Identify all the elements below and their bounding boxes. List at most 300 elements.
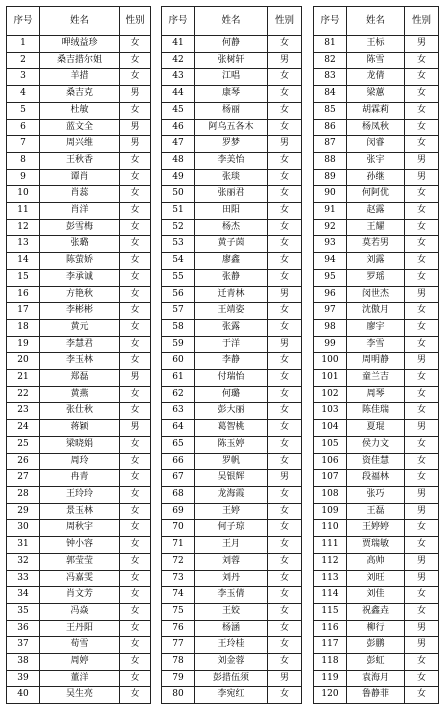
- cell-number: 40: [7, 687, 40, 704]
- cell-name: 夏琨: [347, 420, 405, 437]
- cell-name: 梁晓娟: [40, 436, 120, 453]
- cell-number: 91: [314, 203, 347, 220]
- cell-name: 王玲桂: [195, 637, 268, 654]
- cell-name: 王婷: [195, 503, 268, 520]
- table-row: [314, 286, 439, 303]
- cell-gender: 女: [268, 269, 302, 286]
- cell-gender: 女: [268, 386, 302, 403]
- cell-gender: 男: [268, 286, 302, 303]
- cell-gender: 女: [268, 102, 302, 119]
- cell-name: 彭鹏: [347, 637, 405, 654]
- cell-name: 王玲玲: [40, 486, 120, 503]
- table-row: [162, 286, 302, 303]
- table-row: [7, 36, 151, 53]
- table-row: [162, 470, 302, 487]
- cell-gender: 男: [405, 570, 439, 587]
- cell-name: 何阿优: [347, 186, 405, 203]
- cell-number: 93: [314, 236, 347, 253]
- cell-name: 何子琼: [195, 520, 268, 537]
- cell-gender: 女: [120, 253, 151, 270]
- cell-gender: 女: [268, 152, 302, 169]
- table-row: [162, 119, 302, 136]
- header-number: 序号: [7, 7, 40, 36]
- cell-gender: 女: [120, 570, 151, 587]
- cell-name: 蓝文全: [40, 119, 120, 136]
- table-row: [162, 453, 302, 470]
- cell-gender: 女: [405, 119, 439, 136]
- table-row: [7, 520, 151, 537]
- table-row: [7, 453, 151, 470]
- table-row: [162, 420, 302, 437]
- cell-number: 58: [162, 319, 195, 336]
- roster-table-2: [161, 6, 302, 704]
- table-row: [314, 687, 439, 704]
- table-row: [7, 537, 151, 554]
- cell-name: 杨凤秋: [347, 119, 405, 136]
- cell-number: 120: [314, 687, 347, 704]
- cell-gender: 女: [120, 436, 151, 453]
- table-row: [7, 119, 151, 136]
- cell-number: 80: [162, 687, 195, 704]
- cell-name: 黄元: [40, 319, 120, 336]
- cell-name: 肖蕊: [40, 186, 120, 203]
- table-row: [314, 570, 439, 587]
- cell-number: 22: [7, 386, 40, 403]
- cell-name: 张树轩: [195, 52, 268, 69]
- cell-number: 15: [7, 269, 40, 286]
- cell-gender: 女: [268, 253, 302, 270]
- cell-name: 冯焱: [40, 603, 120, 620]
- cell-gender: 男: [268, 470, 302, 487]
- cell-number: 53: [162, 236, 195, 253]
- table-row: [7, 386, 151, 403]
- cell-gender: 男: [405, 420, 439, 437]
- cell-gender: 男: [120, 86, 151, 103]
- cell-name: 王耀: [347, 219, 405, 236]
- cell-number: 98: [314, 319, 347, 336]
- cell-gender: 女: [120, 553, 151, 570]
- table-row: [7, 420, 151, 437]
- cell-gender: 女: [268, 587, 302, 604]
- cell-number: 1: [7, 36, 40, 53]
- cell-name: 杨丽: [195, 102, 268, 119]
- cell-name: 柳行: [347, 620, 405, 637]
- cell-name: 王姣: [195, 603, 268, 620]
- table-row: [314, 503, 439, 520]
- cell-name: 彭雪梅: [40, 219, 120, 236]
- cell-number: 24: [7, 420, 40, 437]
- cell-gender: 男: [405, 353, 439, 370]
- table-row: [314, 152, 439, 169]
- cell-gender: 女: [120, 186, 151, 203]
- cell-gender: 女: [120, 587, 151, 604]
- cell-number: 83: [314, 69, 347, 86]
- cell-name: 陈雪: [347, 52, 405, 69]
- cell-number: 8: [7, 152, 40, 169]
- cell-name: 王秋香: [40, 152, 120, 169]
- table-row: [162, 269, 302, 286]
- cell-gender: 女: [405, 102, 439, 119]
- table-row: [314, 537, 439, 554]
- cell-number: 96: [314, 286, 347, 303]
- cell-name: 张丽君: [195, 186, 268, 203]
- table-row: [162, 537, 302, 554]
- cell-name: 罗帆: [195, 453, 268, 470]
- cell-name: 贾瑞敏: [347, 537, 405, 554]
- table-row: [7, 403, 151, 420]
- cell-gender: 男: [405, 36, 439, 53]
- cell-gender: 女: [405, 537, 439, 554]
- cell-gender: 女: [268, 570, 302, 587]
- cell-gender: 女: [268, 603, 302, 620]
- table-row: [162, 169, 302, 186]
- cell-number: 103: [314, 403, 347, 420]
- table-row: [7, 470, 151, 487]
- cell-name: 李玉林: [40, 353, 120, 370]
- cell-name: 王婷婷: [347, 520, 405, 537]
- cell-name: 杨涵: [195, 620, 268, 637]
- cell-name: 刘金蓉: [195, 654, 268, 671]
- cell-name: 周琴: [347, 386, 405, 403]
- cell-name: 迁青林: [195, 286, 268, 303]
- table-row: [7, 86, 151, 103]
- cell-name: 刘丹: [195, 570, 268, 587]
- cell-number: 113: [314, 570, 347, 587]
- table-row: [7, 303, 151, 320]
- cell-gender: 女: [268, 654, 302, 671]
- table-row: [162, 253, 302, 270]
- cell-name: 杜敏: [40, 102, 120, 119]
- cell-gender: 女: [120, 453, 151, 470]
- cell-number: 106: [314, 453, 347, 470]
- cell-number: 71: [162, 537, 195, 554]
- cell-name: 祝鑫垚: [347, 603, 405, 620]
- cell-name: 蒋颖: [40, 420, 120, 437]
- cell-gender: 女: [405, 470, 439, 487]
- cell-name: 黄子茵: [195, 236, 268, 253]
- cell-number: 38: [7, 654, 40, 671]
- table-row: [7, 169, 151, 186]
- table-row: [314, 353, 439, 370]
- cell-gender: 女: [268, 119, 302, 136]
- cell-number: 35: [7, 603, 40, 620]
- table-row: [162, 687, 302, 704]
- table-row: [7, 286, 151, 303]
- cell-gender: 女: [405, 336, 439, 353]
- cell-gender: 男: [120, 370, 151, 387]
- cell-name: 梁蕙: [347, 86, 405, 103]
- table-row: [314, 403, 439, 420]
- table-row: [314, 186, 439, 203]
- cell-gender: 女: [120, 687, 151, 704]
- cell-gender: 女: [120, 520, 151, 537]
- cell-name: 段福林: [347, 470, 405, 487]
- cell-gender: 女: [405, 687, 439, 704]
- cell-name: 王靖姿: [195, 303, 268, 320]
- table-row: [162, 319, 302, 336]
- cell-number: 118: [314, 654, 347, 671]
- cell-name: 黄燕: [40, 386, 120, 403]
- table-row: [162, 486, 302, 503]
- table-row: [314, 336, 439, 353]
- cell-gender: 男: [405, 169, 439, 186]
- cell-gender: 女: [405, 203, 439, 220]
- cell-number: 110: [314, 520, 347, 537]
- cell-name: 鲁静菲: [347, 687, 405, 704]
- cell-number: 20: [7, 353, 40, 370]
- cell-number: 14: [7, 253, 40, 270]
- table-row: [162, 670, 302, 687]
- table-row: [7, 353, 151, 370]
- cell-name: 羊措: [40, 69, 120, 86]
- cell-name: 罗瑶: [347, 269, 405, 286]
- cell-name: 董洋: [40, 670, 120, 687]
- table-row: [314, 102, 439, 119]
- cell-gender: 女: [120, 353, 151, 370]
- cell-name: 沈傲月: [347, 303, 405, 320]
- cell-gender: 女: [120, 503, 151, 520]
- cell-gender: 女: [120, 286, 151, 303]
- cell-name: 呷绒益珍: [40, 36, 120, 53]
- cell-gender: 女: [405, 52, 439, 69]
- cell-gender: 男: [405, 152, 439, 169]
- cell-number: 21: [7, 370, 40, 387]
- table-row: [314, 236, 439, 253]
- cell-gender: 女: [405, 453, 439, 470]
- cell-gender: 女: [268, 303, 302, 320]
- cell-name: 刘露: [347, 253, 405, 270]
- cell-number: 33: [7, 570, 40, 587]
- cell-gender: 男: [268, 136, 302, 153]
- cell-gender: 男: [405, 503, 439, 520]
- cell-number: 73: [162, 570, 195, 587]
- cell-number: 109: [314, 503, 347, 520]
- table-row: [314, 654, 439, 671]
- cell-name: 郑磊: [40, 370, 120, 387]
- cell-gender: 女: [120, 236, 151, 253]
- cell-gender: 女: [120, 319, 151, 336]
- cell-number: 92: [314, 219, 347, 236]
- table-row: [7, 620, 151, 637]
- table-row: [314, 553, 439, 570]
- header-gender: 性别: [120, 7, 151, 36]
- header-name: 姓名: [347, 7, 405, 36]
- table-row: [7, 553, 151, 570]
- cell-name: 周明静: [347, 353, 405, 370]
- table-row: [314, 52, 439, 69]
- cell-number: 3: [7, 69, 40, 86]
- cell-name: 彭措伍须: [195, 670, 268, 687]
- table-row: [314, 319, 439, 336]
- cell-number: 112: [314, 553, 347, 570]
- cell-number: 27: [7, 470, 40, 487]
- cell-name: 葛智桃: [195, 420, 268, 437]
- table-row: [314, 370, 439, 387]
- cell-number: 50: [162, 186, 195, 203]
- cell-number: 44: [162, 86, 195, 103]
- cell-name: 廖鑫: [195, 253, 268, 270]
- table-row: [7, 637, 151, 654]
- table-row: [314, 169, 439, 186]
- cell-gender: 女: [120, 470, 151, 487]
- cell-name: 张仕秋: [40, 403, 120, 420]
- table-row: [162, 186, 302, 203]
- cell-gender: 男: [268, 52, 302, 69]
- cell-name: 李雪: [347, 336, 405, 353]
- table-row: [162, 303, 302, 320]
- cell-name: 莫若男: [347, 236, 405, 253]
- cell-name: 谭肖: [40, 169, 120, 186]
- table-row: [314, 470, 439, 487]
- cell-number: 7: [7, 136, 40, 153]
- cell-number: 45: [162, 102, 195, 119]
- table-row: [162, 102, 302, 119]
- cell-number: 25: [7, 436, 40, 453]
- cell-number: 101: [314, 370, 347, 387]
- cell-number: 88: [314, 152, 347, 169]
- cell-number: 95: [314, 269, 347, 286]
- cell-number: 117: [314, 637, 347, 654]
- cell-number: 31: [7, 537, 40, 554]
- cell-gender: 女: [268, 537, 302, 554]
- cell-gender: 男: [405, 553, 439, 570]
- cell-number: 100: [314, 353, 347, 370]
- cell-gender: 女: [405, 219, 439, 236]
- table-row: [162, 603, 302, 620]
- cell-name: 袁海月: [347, 670, 405, 687]
- cell-name: 冯嘉雯: [40, 570, 120, 587]
- cell-name: 桑吉克: [40, 86, 120, 103]
- cell-gender: 女: [120, 603, 151, 620]
- table-row: [162, 620, 302, 637]
- header-gender: 性别: [405, 7, 439, 36]
- cell-name: 罗梦: [195, 136, 268, 153]
- cell-number: 12: [7, 219, 40, 236]
- cell-gender: 女: [405, 670, 439, 687]
- cell-gender: 男: [405, 286, 439, 303]
- cell-name: 廖宇: [347, 319, 405, 336]
- cell-name: 吴银辉: [195, 470, 268, 487]
- cell-gender: 女: [120, 269, 151, 286]
- cell-gender: 女: [120, 620, 151, 637]
- cell-gender: 女: [120, 386, 151, 403]
- cell-name: 何静: [195, 36, 268, 53]
- cell-name: 陈佳瑞: [347, 403, 405, 420]
- roster-table-1: [6, 6, 151, 704]
- table-row: [7, 253, 151, 270]
- header-name: 姓名: [40, 7, 120, 36]
- cell-gender: 女: [405, 603, 439, 620]
- table-row: [7, 654, 151, 671]
- cell-gender: 女: [405, 253, 439, 270]
- table-row: [314, 203, 439, 220]
- table-row: [7, 236, 151, 253]
- cell-number: 66: [162, 453, 195, 470]
- cell-name: 张静: [195, 269, 268, 286]
- cell-number: 85: [314, 102, 347, 119]
- cell-name: 侯力文: [347, 436, 405, 453]
- table-row: [7, 336, 151, 353]
- cell-name: 高帅: [347, 553, 405, 570]
- cell-gender: 女: [405, 86, 439, 103]
- table-row: [314, 36, 439, 53]
- cell-number: 5: [7, 102, 40, 119]
- cell-number: 57: [162, 303, 195, 320]
- table-row: [7, 203, 151, 220]
- cell-name: 陈玉婷: [195, 436, 268, 453]
- cell-name: 郭莹莹: [40, 553, 120, 570]
- cell-number: 104: [314, 420, 347, 437]
- cell-name: 康琴: [195, 86, 268, 103]
- cell-number: 11: [7, 203, 40, 220]
- cell-number: 62: [162, 386, 195, 403]
- cell-name: 童兰吉: [347, 370, 405, 387]
- cell-name: 闵睿: [347, 136, 405, 153]
- cell-name: 王标: [347, 36, 405, 53]
- cell-number: 55: [162, 269, 195, 286]
- roster-table-3: [313, 6, 439, 704]
- cell-gender: 女: [268, 203, 302, 220]
- cell-number: 9: [7, 169, 40, 186]
- table-row: [162, 370, 302, 387]
- cell-number: 115: [314, 603, 347, 620]
- cell-gender: 女: [405, 186, 439, 203]
- cell-name: 张璐: [40, 236, 120, 253]
- cell-name: 吴生亮: [40, 687, 120, 704]
- cell-number: 16: [7, 286, 40, 303]
- cell-gender: 女: [120, 637, 151, 654]
- cell-gender: 女: [405, 436, 439, 453]
- cell-number: 49: [162, 169, 195, 186]
- cell-name: 王月: [195, 537, 268, 554]
- cell-gender: 女: [268, 86, 302, 103]
- cell-gender: 女: [268, 219, 302, 236]
- table-row: [162, 69, 302, 86]
- cell-number: 30: [7, 520, 40, 537]
- cell-number: 78: [162, 654, 195, 671]
- cell-number: 70: [162, 520, 195, 537]
- cell-number: 69: [162, 503, 195, 520]
- cell-number: 97: [314, 303, 347, 320]
- cell-number: 32: [7, 553, 40, 570]
- header-number: 序号: [314, 7, 347, 36]
- cell-gender: 女: [405, 69, 439, 86]
- table-row: [7, 436, 151, 453]
- table-row: [314, 670, 439, 687]
- table-row: [314, 386, 439, 403]
- cell-gender: 女: [268, 520, 302, 537]
- cell-name: 闵世杰: [347, 286, 405, 303]
- cell-gender: 女: [405, 136, 439, 153]
- cell-gender: 女: [405, 386, 439, 403]
- cell-name: 景玉林: [40, 503, 120, 520]
- cell-number: 105: [314, 436, 347, 453]
- table-row: [314, 453, 439, 470]
- cell-gender: 女: [268, 403, 302, 420]
- cell-gender: 男: [405, 486, 439, 503]
- table-row: [162, 86, 302, 103]
- cell-number: 28: [7, 486, 40, 503]
- cell-number: 84: [314, 86, 347, 103]
- cell-name: 方艳秋: [40, 286, 120, 303]
- table-row: [7, 603, 151, 620]
- cell-name: 荀雪: [40, 637, 120, 654]
- cell-name: 资佳慧: [347, 453, 405, 470]
- table-row: [7, 319, 151, 336]
- cell-gender: 女: [268, 353, 302, 370]
- header-number: 序号: [162, 7, 195, 36]
- cell-number: 114: [314, 587, 347, 604]
